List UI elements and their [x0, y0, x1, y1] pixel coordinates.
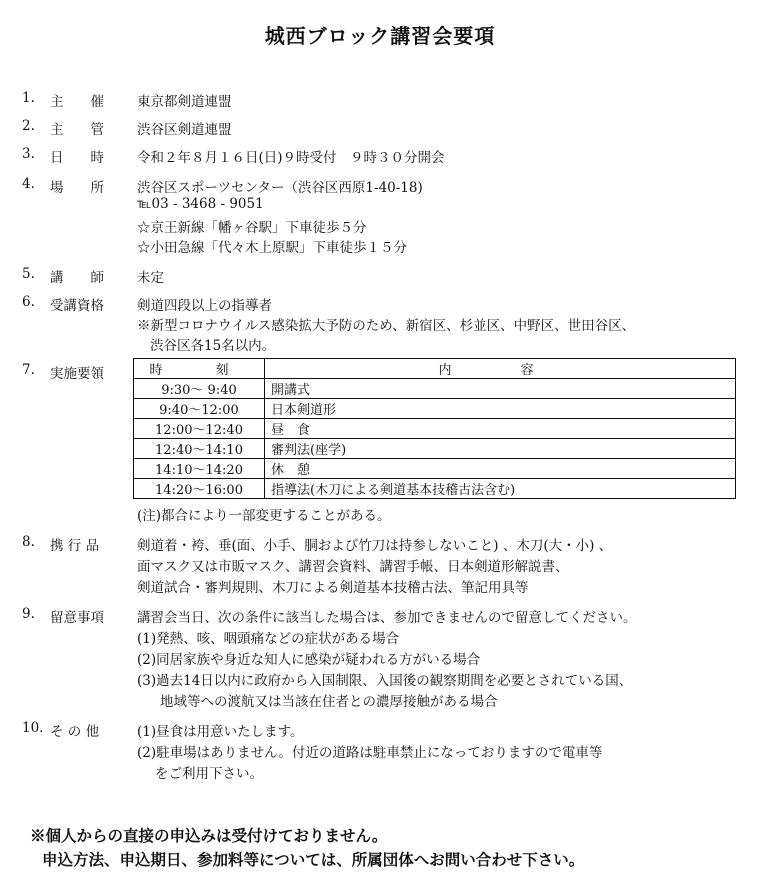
section-number: 3. — [22, 146, 35, 162]
section-label: 主 催 — [50, 94, 104, 110]
section-number: 5. — [22, 266, 35, 282]
section-label: 実施要領 — [50, 366, 104, 382]
footer-contact: 申込方法、申込期日、参加料等については、所属団体へお問い合わせ下さい。 — [42, 850, 585, 869]
section-label: 日 時 — [50, 150, 104, 166]
row-time: 14:20〜16:00 — [134, 479, 265, 499]
table-row — [134, 459, 736, 479]
caution-item: (1)発熱、咳、咽頭痛などの症状がある場合 — [137, 631, 400, 647]
table-row — [134, 399, 736, 419]
place-phone: ℡03 - 3468 - 9051 — [137, 196, 264, 212]
section-label: 受講資格 — [50, 298, 104, 314]
section-label: 講 師 — [50, 270, 104, 286]
row-content: 昼 食 — [265, 419, 736, 439]
other-item: (1)昼食は用意いたします。 — [137, 724, 304, 740]
section-number: 9. — [22, 606, 35, 622]
section-label: そ の 他 — [50, 724, 100, 740]
row-content: 審判法(座学) — [265, 439, 736, 459]
belongings-line: 剣道試合・審判規則、木刀による剣道基本技稽古法、筆記用具等 — [137, 580, 529, 596]
section-number: 2. — [22, 118, 35, 134]
section-number: 4. — [22, 176, 35, 192]
row-content: 開講式 — [265, 379, 736, 399]
page-title: 城西ブロック講習会要項 — [264, 24, 496, 48]
header-content: 内 容 — [265, 359, 736, 379]
section-value: 令和２年８月１６日(日)９時受付 ９時３０分開会 — [137, 150, 445, 166]
other-item-cont: をご利用下さい。 — [155, 766, 263, 782]
schedule-table — [133, 358, 736, 499]
row-time: 12:00〜12:40 — [134, 419, 265, 439]
section-number: 6. — [22, 294, 35, 310]
row-time: 12:40〜14:10 — [134, 439, 265, 459]
caution-item: (2)同居家族や身近な知人に感染が疑われる方がいる場合 — [137, 652, 481, 668]
table-header-row — [134, 359, 736, 379]
table-row — [134, 439, 736, 459]
section-label: 主 管 — [50, 122, 104, 138]
place-access-odakyu: ☆小田急線「代々木上原駅」下車徒歩１５分 — [137, 240, 407, 256]
qualification-note: ※新型コロナウイルス感染拡大予防のため、新宿区、杉並区、中野区、世田谷区、 — [137, 318, 636, 334]
section-label: 留意事項 — [50, 610, 104, 626]
row-time: 14:10〜14:20 — [134, 459, 265, 479]
table-row — [134, 379, 736, 399]
place-name: 渋谷区スポーツセンター（渋谷区西原1-40-18) — [137, 180, 423, 196]
caution-intro: 講習会当日、次の条件に該当した場合は、参加できませんので留意してください。 — [137, 610, 637, 626]
row-content: 休 憩 — [265, 459, 736, 479]
row-time: 9:30〜 9:40 — [134, 379, 265, 399]
section-number: 1. — [22, 90, 35, 106]
qualification-main: 剣道四段以上の指導者 — [137, 298, 272, 314]
section-label: 携 行 品 — [50, 538, 100, 554]
section-value: 未定 — [137, 270, 164, 286]
row-time: 9:40〜12:00 — [134, 399, 265, 419]
row-content: 日本剣道形 — [265, 399, 736, 419]
schedule-note: (注)都合により一部変更することがある。 — [137, 508, 391, 524]
table-row — [134, 479, 736, 499]
footer-notice: ※個人からの直接の申込みは受付けておりません。 — [30, 826, 388, 845]
belongings-line: 面マスク又は市販マスク、講習会資料、講習手帳、日本剣道形解説書、 — [137, 559, 569, 575]
belongings-line: 剣道着・袴、垂(面、小手、胴および竹刀は持参しないこと) 、木刀(大・小) 、 — [137, 538, 613, 554]
section-number: 7. — [22, 362, 35, 378]
row-content: 指導法(木刀による剣道基本技稽古法含む) — [265, 479, 736, 499]
section-value: 東京都剣道連盟 — [137, 94, 232, 110]
caution-item: (3)過去14日以内に政府から入国制限、入国後の観察期間を必要とされている国、 — [137, 673, 633, 689]
other-item: (2)駐車場はありません。付近の道路は駐車禁止になっておりますので電車等 — [137, 745, 603, 761]
section-value: 渋谷区剣道連盟 — [137, 122, 232, 138]
section-number: 10. — [22, 720, 44, 736]
section-number: 8. — [22, 534, 35, 550]
place-access-keio: ☆京王新線「幡ヶ谷駅」下車徒歩５分 — [137, 220, 367, 236]
section-label: 場 所 — [50, 180, 104, 196]
caution-item-cont: 地域等への渡航又は当該在住者との濃厚接触がある場合 — [160, 694, 498, 710]
qualification-note-cont: 渋谷区各15名以内。 — [150, 338, 276, 354]
table-row — [134, 419, 736, 439]
header-time: 時 刻 — [134, 359, 265, 379]
